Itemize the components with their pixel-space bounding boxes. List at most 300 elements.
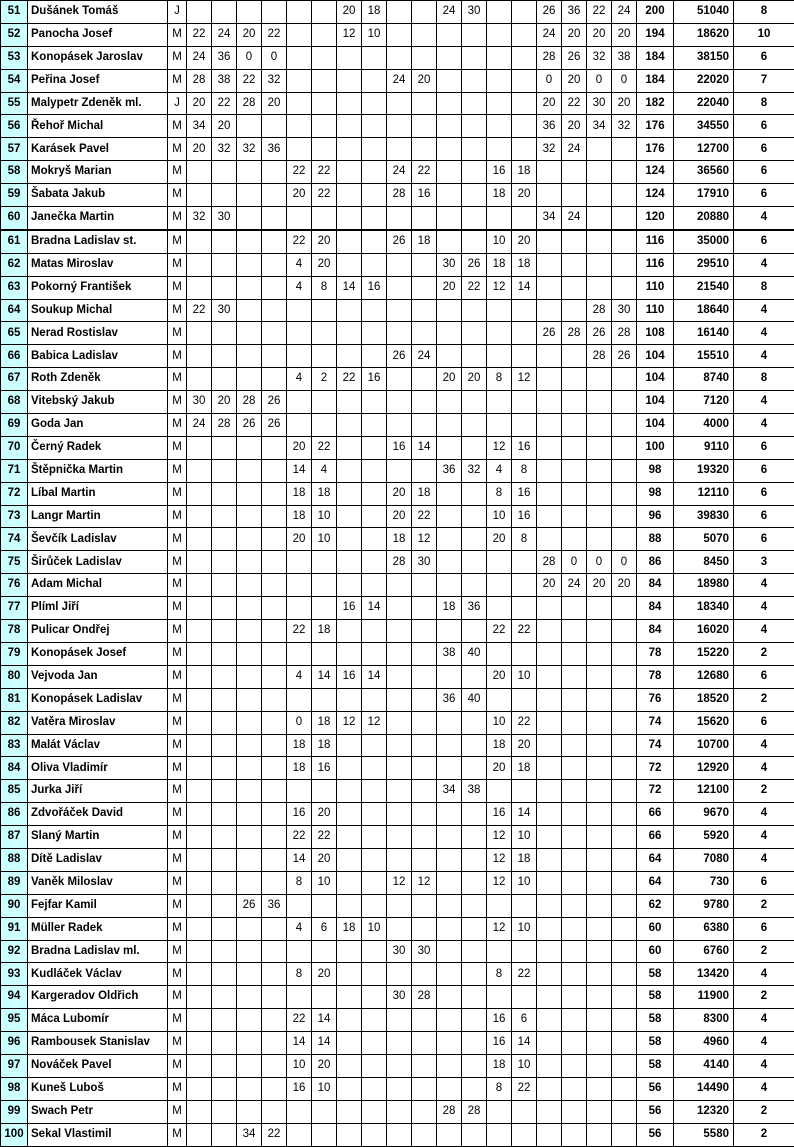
table-row — [1, 551, 794, 574]
round-score-cell — [237, 803, 262, 826]
points-cell: 13420 — [674, 963, 734, 986]
round-score-cell: 6 — [512, 1009, 537, 1032]
round-score-cell — [462, 69, 487, 92]
round-score-cell — [212, 253, 237, 276]
round-score-cell — [437, 940, 462, 963]
round-score-cell — [237, 597, 262, 620]
round-score-cell — [612, 871, 637, 894]
round-score-cell — [512, 414, 537, 437]
category-cell: M — [168, 917, 187, 940]
round-score-cell: 22 — [312, 184, 337, 207]
category-cell: M — [168, 23, 187, 46]
count-cell: 6 — [734, 917, 794, 940]
count-cell: 6 — [734, 161, 794, 184]
round-score-cell — [437, 665, 462, 688]
round-score-cell — [362, 414, 387, 437]
round-score-cell — [187, 1123, 212, 1146]
rank-cell: 53 — [1, 46, 28, 69]
round-score-cell — [537, 436, 562, 459]
round-score-cell — [612, 986, 637, 1009]
round-score-cell — [612, 1009, 637, 1032]
round-score-cell — [387, 414, 412, 437]
round-score-cell: 26 — [587, 322, 612, 345]
round-score-cell: 22 — [587, 1, 612, 24]
round-score-cell — [237, 299, 262, 322]
rank-cell: 88 — [1, 848, 28, 871]
round-score-cell — [487, 299, 512, 322]
round-score-cell: 32 — [537, 138, 562, 161]
round-score-cell: 22 — [462, 276, 487, 299]
round-score-cell: 36 — [262, 138, 287, 161]
round-score-cell — [237, 871, 262, 894]
round-score-cell — [262, 780, 287, 803]
name-cell: Konopásek Josef — [28, 642, 168, 665]
round-score-cell — [262, 597, 287, 620]
rank-cell: 86 — [1, 803, 28, 826]
count-cell: 2 — [734, 940, 794, 963]
round-score-cell — [237, 574, 262, 597]
round-score-cell — [387, 894, 412, 917]
round-score-cell: 12 — [337, 711, 362, 734]
count-cell: 4 — [734, 597, 794, 620]
round-score-cell: 8 — [287, 871, 312, 894]
round-score-cell — [237, 207, 262, 230]
total-cell: 98 — [637, 459, 674, 482]
round-score-cell — [237, 665, 262, 688]
round-score-cell — [587, 963, 612, 986]
round-score-cell — [437, 551, 462, 574]
round-score-cell — [587, 688, 612, 711]
table-row — [1, 299, 794, 322]
round-score-cell — [412, 711, 437, 734]
round-score-cell — [437, 92, 462, 115]
round-score-cell: 20 — [512, 734, 537, 757]
rank-cell: 73 — [1, 505, 28, 528]
round-score-cell — [362, 574, 387, 597]
round-score-cell — [462, 826, 487, 849]
points-cell: 12700 — [674, 138, 734, 161]
round-score-cell: 26 — [237, 894, 262, 917]
round-score-cell — [187, 848, 212, 871]
category-cell: M — [168, 940, 187, 963]
round-score-cell: 20 — [387, 482, 412, 505]
round-score-cell — [262, 276, 287, 299]
round-score-cell: 20 — [562, 23, 587, 46]
name-cell: Jurka Jiří — [28, 780, 168, 803]
total-cell: 58 — [637, 986, 674, 1009]
category-cell: M — [168, 986, 187, 1009]
round-score-cell — [537, 734, 562, 757]
round-score-cell: 4 — [487, 459, 512, 482]
round-score-cell — [387, 780, 412, 803]
category-cell: M — [168, 620, 187, 643]
table-row — [1, 482, 794, 505]
round-score-cell — [387, 848, 412, 871]
round-score-cell: 12 — [412, 871, 437, 894]
round-score-cell — [337, 757, 362, 780]
round-score-cell — [362, 138, 387, 161]
round-score-cell — [337, 1123, 362, 1146]
round-score-cell: 0 — [587, 551, 612, 574]
round-score-cell: 20 — [512, 230, 537, 253]
count-cell: 4 — [734, 1077, 794, 1100]
round-score-cell — [462, 1054, 487, 1077]
table-row — [1, 1077, 794, 1100]
round-score-cell: 30 — [412, 551, 437, 574]
round-score-cell — [337, 161, 362, 184]
round-score-cell: 24 — [187, 414, 212, 437]
round-score-cell: 20 — [287, 436, 312, 459]
round-score-cell — [412, 574, 437, 597]
round-score-cell: 18 — [337, 917, 362, 940]
table-row — [1, 459, 794, 482]
round-score-cell — [512, 551, 537, 574]
round-score-cell — [212, 688, 237, 711]
points-cell: 22040 — [674, 92, 734, 115]
points-cell: 22020 — [674, 69, 734, 92]
total-cell: 74 — [637, 734, 674, 757]
round-score-cell — [612, 688, 637, 711]
round-score-cell — [462, 1032, 487, 1055]
round-score-cell — [187, 642, 212, 665]
name-cell: Kuneš Luboš — [28, 1077, 168, 1100]
category-cell: M — [168, 230, 187, 253]
round-score-cell: 8 — [312, 276, 337, 299]
count-cell: 4 — [734, 391, 794, 414]
round-score-cell — [537, 482, 562, 505]
round-score-cell — [612, 368, 637, 391]
round-score-cell — [387, 46, 412, 69]
round-score-cell — [362, 161, 387, 184]
round-score-cell — [262, 1054, 287, 1077]
round-score-cell — [537, 894, 562, 917]
round-score-cell — [437, 757, 462, 780]
round-score-cell — [412, 1123, 437, 1146]
total-cell: 182 — [637, 92, 674, 115]
round-score-cell — [262, 459, 287, 482]
rank-cell: 95 — [1, 1009, 28, 1032]
count-cell: 6 — [734, 505, 794, 528]
rank-cell: 94 — [1, 986, 28, 1009]
round-score-cell — [437, 917, 462, 940]
points-cell: 8450 — [674, 551, 734, 574]
points-cell: 29510 — [674, 253, 734, 276]
round-score-cell — [537, 253, 562, 276]
round-score-cell: 30 — [437, 253, 462, 276]
round-score-cell — [487, 940, 512, 963]
table-row — [1, 115, 794, 138]
category-cell: M — [168, 826, 187, 849]
round-score-cell — [212, 1054, 237, 1077]
round-score-cell — [487, 597, 512, 620]
category-cell: M — [168, 1123, 187, 1146]
round-score-cell: 14 — [287, 848, 312, 871]
round-score-cell — [187, 711, 212, 734]
category-cell: M — [168, 322, 187, 345]
round-score-cell: 2 — [312, 368, 337, 391]
name-cell: Nerad Rostislav — [28, 322, 168, 345]
total-cell: 58 — [637, 1054, 674, 1077]
round-score-cell — [587, 184, 612, 207]
round-score-cell — [287, 1, 312, 24]
round-score-cell — [562, 780, 587, 803]
round-score-cell — [562, 894, 587, 917]
round-score-cell — [412, 322, 437, 345]
round-score-cell — [587, 642, 612, 665]
round-score-cell — [237, 505, 262, 528]
round-score-cell: 28 — [537, 46, 562, 69]
round-score-cell — [537, 459, 562, 482]
round-score-cell — [512, 23, 537, 46]
round-score-cell — [387, 711, 412, 734]
round-score-cell: 22 — [187, 299, 212, 322]
round-score-cell: 30 — [212, 207, 237, 230]
round-score-cell: 20 — [187, 138, 212, 161]
count-cell: 4 — [734, 345, 794, 368]
points-cell: 36560 — [674, 161, 734, 184]
round-score-cell — [512, 207, 537, 230]
round-score-cell — [287, 299, 312, 322]
category-cell: M — [168, 69, 187, 92]
table-row — [1, 368, 794, 391]
round-score-cell — [437, 963, 462, 986]
table-row — [1, 986, 794, 1009]
round-score-cell — [287, 69, 312, 92]
round-score-cell: 22 — [287, 161, 312, 184]
round-score-cell: 18 — [387, 528, 412, 551]
round-score-cell — [287, 345, 312, 368]
round-score-cell — [312, 322, 337, 345]
round-score-cell — [312, 46, 337, 69]
points-cell: 15620 — [674, 711, 734, 734]
round-score-cell — [237, 1032, 262, 1055]
count-cell: 2 — [734, 642, 794, 665]
round-score-cell — [362, 505, 387, 528]
round-score-cell: 4 — [287, 253, 312, 276]
round-score-cell — [187, 734, 212, 757]
round-score-cell — [362, 848, 387, 871]
round-score-cell — [287, 92, 312, 115]
round-score-cell — [387, 1054, 412, 1077]
round-score-cell — [262, 253, 287, 276]
round-score-cell — [337, 230, 362, 253]
round-score-cell: 12 — [387, 871, 412, 894]
round-score-cell — [237, 551, 262, 574]
count-cell: 4 — [734, 299, 794, 322]
round-score-cell — [287, 986, 312, 1009]
round-score-cell — [362, 780, 387, 803]
category-cell: M — [168, 963, 187, 986]
round-score-cell — [537, 757, 562, 780]
round-score-cell: 30 — [212, 299, 237, 322]
total-cell: 78 — [637, 642, 674, 665]
table-row — [1, 826, 794, 849]
round-score-cell: 10 — [487, 505, 512, 528]
round-score-cell — [512, 986, 537, 1009]
round-score-cell: 20 — [587, 574, 612, 597]
round-score-cell: 4 — [312, 459, 337, 482]
round-score-cell: 18 — [287, 482, 312, 505]
round-score-cell — [587, 734, 612, 757]
round-score-cell — [212, 848, 237, 871]
name-cell: Šabata Jakub — [28, 184, 168, 207]
round-score-cell: 20 — [212, 391, 237, 414]
rank-cell: 56 — [1, 115, 28, 138]
round-score-cell — [612, 711, 637, 734]
round-score-cell: 24 — [562, 574, 587, 597]
count-cell: 4 — [734, 803, 794, 826]
round-score-cell: 22 — [312, 161, 337, 184]
round-score-cell: 14 — [337, 276, 362, 299]
round-score-cell — [287, 688, 312, 711]
round-score-cell: 28 — [237, 391, 262, 414]
round-score-cell — [537, 1032, 562, 1055]
round-score-cell: 18 — [487, 734, 512, 757]
round-score-cell: 20 — [187, 92, 212, 115]
round-score-cell: 8 — [487, 963, 512, 986]
round-score-cell — [437, 299, 462, 322]
round-score-cell — [187, 620, 212, 643]
round-score-cell: 24 — [187, 46, 212, 69]
category-cell: M — [168, 138, 187, 161]
round-score-cell — [412, 803, 437, 826]
category-cell: M — [168, 848, 187, 871]
round-score-cell — [587, 1100, 612, 1123]
round-score-cell: 10 — [312, 871, 337, 894]
round-score-cell — [412, 414, 437, 437]
round-score-cell — [187, 368, 212, 391]
round-score-cell: 12 — [512, 368, 537, 391]
table-row — [1, 574, 794, 597]
table-row — [1, 345, 794, 368]
count-cell: 8 — [734, 1, 794, 24]
round-score-cell: 38 — [212, 69, 237, 92]
round-score-cell — [512, 115, 537, 138]
round-score-cell: 0 — [612, 69, 637, 92]
round-score-cell — [212, 871, 237, 894]
round-score-cell: 40 — [462, 688, 487, 711]
total-cell: 200 — [637, 1, 674, 24]
round-score-cell: 0 — [612, 551, 637, 574]
round-score-cell — [562, 482, 587, 505]
round-score-cell — [287, 23, 312, 46]
round-score-cell — [362, 299, 387, 322]
round-score-cell — [362, 92, 387, 115]
name-cell: Malát Václav — [28, 734, 168, 757]
round-score-cell — [462, 986, 487, 1009]
round-score-cell — [412, 597, 437, 620]
round-score-cell — [487, 69, 512, 92]
round-score-cell — [312, 23, 337, 46]
category-cell: M — [168, 436, 187, 459]
round-score-cell — [562, 276, 587, 299]
rank-cell: 78 — [1, 620, 28, 643]
table-row — [1, 69, 794, 92]
total-cell: 104 — [637, 414, 674, 437]
round-score-cell: 20 — [412, 69, 437, 92]
round-score-cell: 18 — [512, 848, 537, 871]
name-cell: Panocha Josef — [28, 23, 168, 46]
round-score-cell — [537, 528, 562, 551]
round-score-cell — [612, 642, 637, 665]
table-row — [1, 917, 794, 940]
round-score-cell — [562, 734, 587, 757]
round-score-cell — [612, 665, 637, 688]
round-score-cell: 18 — [512, 161, 537, 184]
round-score-cell: 16 — [412, 184, 437, 207]
round-score-cell — [462, 963, 487, 986]
round-score-cell — [612, 803, 637, 826]
round-score-cell: 38 — [437, 642, 462, 665]
category-cell: M — [168, 1100, 187, 1123]
rank-cell: 51 — [1, 1, 28, 24]
round-score-cell: 4 — [287, 665, 312, 688]
count-cell: 4 — [734, 734, 794, 757]
category-cell: M — [168, 391, 187, 414]
round-score-cell — [237, 780, 262, 803]
round-score-cell — [612, 207, 637, 230]
round-score-cell — [462, 917, 487, 940]
round-score-cell — [512, 92, 537, 115]
rank-cell: 66 — [1, 345, 28, 368]
round-score-cell — [412, 826, 437, 849]
round-score-cell — [212, 1009, 237, 1032]
round-score-cell — [487, 391, 512, 414]
round-score-cell — [462, 574, 487, 597]
total-cell: 104 — [637, 391, 674, 414]
round-score-cell: 16 — [487, 803, 512, 826]
round-score-cell: 14 — [362, 597, 387, 620]
round-score-cell: 14 — [287, 1032, 312, 1055]
round-score-cell — [612, 757, 637, 780]
round-score-cell: 34 — [537, 207, 562, 230]
category-cell: M — [168, 345, 187, 368]
round-score-cell — [337, 963, 362, 986]
round-score-cell — [462, 757, 487, 780]
round-score-cell: 20 — [562, 69, 587, 92]
round-score-cell — [362, 459, 387, 482]
rank-cell: 60 — [1, 207, 28, 230]
total-cell: 108 — [637, 322, 674, 345]
round-score-cell — [437, 986, 462, 1009]
round-score-cell — [187, 1032, 212, 1055]
round-score-cell: 36 — [462, 597, 487, 620]
round-score-cell — [537, 848, 562, 871]
round-score-cell: 32 — [462, 459, 487, 482]
round-score-cell: 22 — [287, 1009, 312, 1032]
rank-cell: 79 — [1, 642, 28, 665]
round-score-cell — [187, 574, 212, 597]
round-score-cell — [212, 1100, 237, 1123]
rank-cell: 98 — [1, 1077, 28, 1100]
round-score-cell — [387, 391, 412, 414]
name-cell: Konopásek Jaroslav — [28, 46, 168, 69]
table-row — [1, 620, 794, 643]
round-score-cell — [362, 230, 387, 253]
round-score-cell — [287, 780, 312, 803]
round-score-cell — [362, 115, 387, 138]
rank-cell: 77 — [1, 597, 28, 620]
round-score-cell: 14 — [312, 665, 337, 688]
points-cell: 7080 — [674, 848, 734, 871]
round-score-cell — [612, 848, 637, 871]
points-cell: 730 — [674, 871, 734, 894]
round-score-cell — [437, 69, 462, 92]
round-score-cell — [437, 414, 462, 437]
round-score-cell: 22 — [412, 161, 437, 184]
round-score-cell — [437, 734, 462, 757]
round-score-cell — [462, 23, 487, 46]
